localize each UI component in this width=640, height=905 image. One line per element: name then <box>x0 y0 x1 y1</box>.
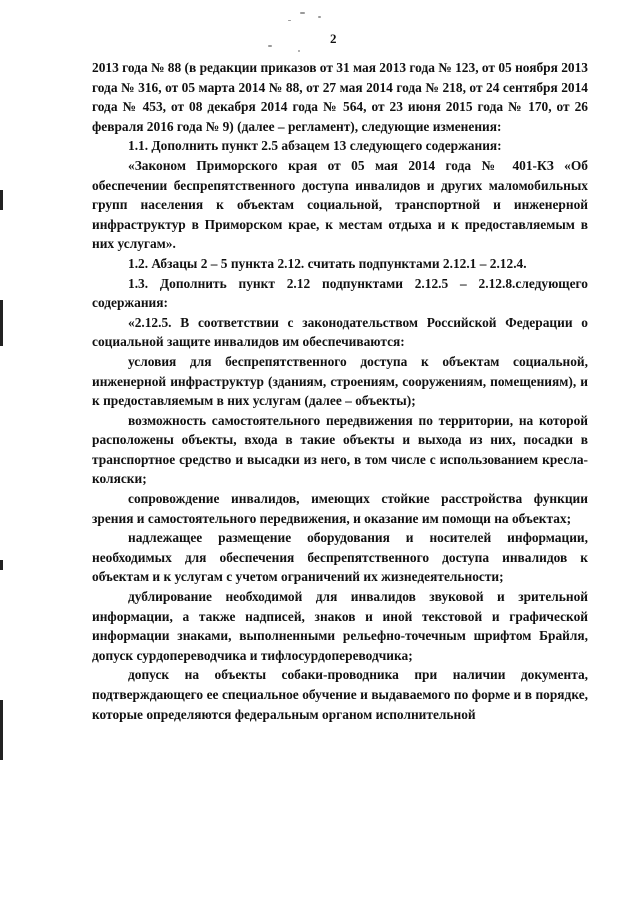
paragraph: 1.2. Абзацы 2 – 5 пункта 2.12. считать подпунктами 2.12.1 – 2.12.4. <box>128 255 527 271</box>
scan-speck <box>268 45 272 47</box>
paragraph: «2.12.5. В соответствии с законодательством Российской Федерации о социальной защите инвалидов им обеспечиваются: <box>92 314 588 350</box>
paragraph: дублирование необходимой для инвалидов звуковой и зрительной информации, а также надписей, знаков и иной текстовой и графической информации знаками, выполненными рельефно-точечным шрифтом Брайля, допуск сурдопереводчика и тифлосурдопереводчика; <box>92 589 588 663</box>
paragraph: «Законом Приморского края от 05 мая 2014 года № 401-КЗ «Об обеспечении беспрепятственного доступа инвалидов и других маломобильных групп населения к объектам социальной, транспортной и инженерной инфраструктур в Приморском крае, к местам отдыха и к предоставляемым в них услугам». <box>92 157 588 252</box>
scan-speck <box>288 20 291 21</box>
scan-speck <box>300 12 305 14</box>
paragraph: 1.3. Дополнить пункт 2.12 подпунктами 2.12.5 – 2.12.8.следующего содержания: <box>92 275 588 311</box>
paragraph: сопровождение инвалидов, имеющих стойкие расстройства функции зрения и самостоятельного передвижения, и оказание им помощи на объектах; <box>92 491 588 526</box>
scan-edge <box>0 0 2 905</box>
page-number: 2 <box>330 31 337 46</box>
scan-mark <box>0 190 3 210</box>
paragraph: надлежащее размещение оборудования и носителей информации, необходимых для обеспечения беспрепятственного доступа инвалидов к объектам и к услугам с учетом ограничений их жизнедеятельности; <box>92 530 588 585</box>
paragraph: 1.1. Дополнить пункт 2.5 абзацем 13 следующего содержания: <box>128 138 502 154</box>
scan-mark <box>0 560 3 570</box>
scan-speck <box>298 50 300 52</box>
paragraph: 2013 года № 88 (в редакции приказов от 31 мая 2013 года № 123, от 05 ноября 2013 года № 316, от 05 марта 2014 № 88, от 27 мая 2014 года № 218, от 24 сентября 2014 года № 453, от 08 декабря 2014 года № 564, от 23 июня 2015 года № 170, от 26 февраля 2016 года № 9) (далее – регламент), следующие изменения: <box>92 60 588 134</box>
paragraph: возможность самостоятельного передвижения по территории, на которой расположены объекты, входа в такие объекты и выхода из них, посадки в транспортное средство и высадки из него, в том числе с использованием кресла-коляски; <box>92 412 588 487</box>
paragraph: условия для беспрепятственного доступа к объектам социальной, инженерной инфраструктур (зданиям, строениям, сооружениям, помещениям), и к предоставляемым в них услугам (далее – объекты); <box>92 353 588 409</box>
scan-mark <box>0 700 3 760</box>
scan-mark <box>0 300 3 346</box>
scan-speck <box>318 16 321 18</box>
document-body <box>92 58 588 724</box>
paragraph: допуск на объекты собаки-проводника при наличии документа, подтверждающего ее специальное обучение и выдаваемого по форме и в порядке, которые определяются федеральным органом исполнительной <box>92 667 588 722</box>
